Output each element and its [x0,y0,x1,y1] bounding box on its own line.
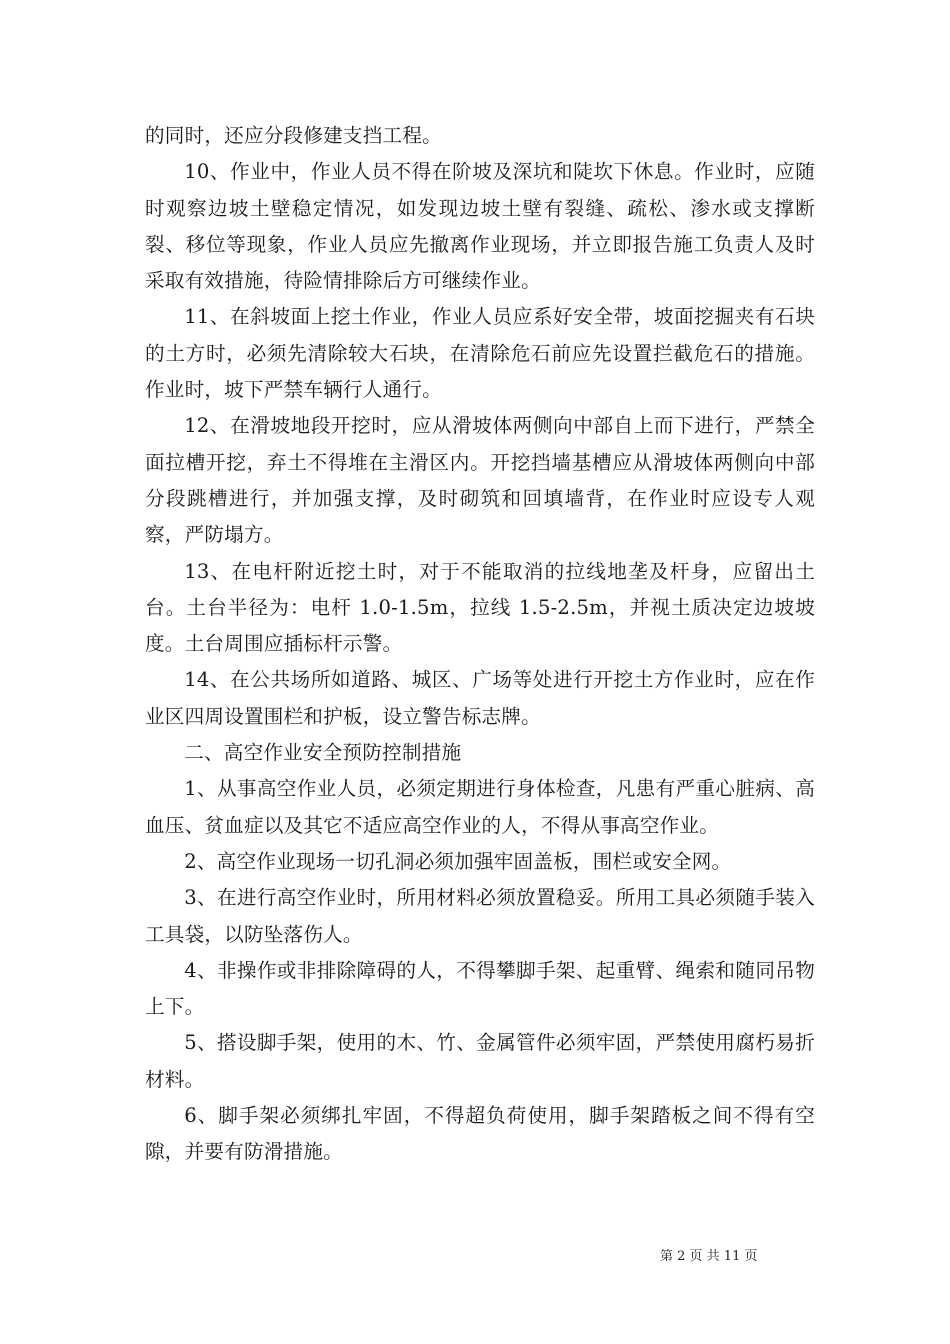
page-number-footer: 第 2 页 共 11 页 [660,1249,758,1264]
paragraph-2: 10、作业中，作业人员不得在阶坡及深坑和陡坎下休息。作业时，应随时观察边坡土壁稳定情况，如发现边坡土壁有裂缝、疏松、渗水或支撑断裂、移位等现象，作业人员应先撤离作业现场，并立即报告施工负责人及时采取有效措施，待险情排除后方可继续作业。 [145,160,815,293]
paragraph-3: 11、在斜坡面上挖土作业，作业人员应系好安全带，坡面挖掘夹有石块的土方时，必须先清除较大石块，在清除危石前应先设置拦截危石的措施。作业时，坡下严禁车辆行人通行。 [145,305,815,402]
paragraph-9: 3、在进行高空作业时，所用材料必须放置稳妥。所用工具必须随手装入工具袋，以防坠落伤人。 [145,886,815,946]
paragraph-1: 的同时，还应分段修建支挡工程。 [145,124,442,147]
paragraph-7: 1、从事高空作业人员，必须定期进行身体检查，凡患有严重心脏病、高血压、贫血症以及其它不适应高空作业的人，不得从事高空作业。 [145,777,815,837]
paragraph-12: 6、脚手架必须绑扎牢固，不得超负荷使用，脚手架踏板之间不得有空隙，并要有防滑措施。 [145,1104,815,1164]
document-body [145,118,815,1171]
paragraph-11: 5、搭设脚手架，使用的木、竹、金属管件必须牢固，严禁使用腐朽易折材料。 [145,1031,815,1091]
paragraph-5: 13、在电杆附近挖土时，对于不能取消的拉线地垄及杆身，应留出土台。土台半径为：电杆 1.0-1.5m，拉线 1.5-2.5m，并视土质决定边坡坡度。土台周围应插标杆示警。 [145,559,815,656]
paragraph-6: 14、在公共场所如道路、城区、广场等处进行开挖土方作业时，应在作业区四周设置围栏和护板，设立警告标志牌。 [145,668,815,728]
paragraph-8: 2、高空作业现场一切孔洞必须加强牢固盖板，围栏或安全网。 [184,849,732,873]
paragraph-10: 4、非操作或非排除障碍的人，不得攀脚手架、起重臂、绳索和随同吊物上下。 [145,958,815,1019]
section-heading: 二、高空作业安全预防控制措施 [184,741,462,765]
paragraph-4: 12、在滑坡地段开挖时，应从滑坡体两侧向中部自上而下进行，严禁全面拉槽开挖，弃土不得堆在主滑区内。开挖挡墙基槽应从滑坡体两侧向中部分段跳槽进行，并加强支撑，及时砌筑和回填墙背，在作业时应设专人观察，严防塌方。 [145,414,815,547]
